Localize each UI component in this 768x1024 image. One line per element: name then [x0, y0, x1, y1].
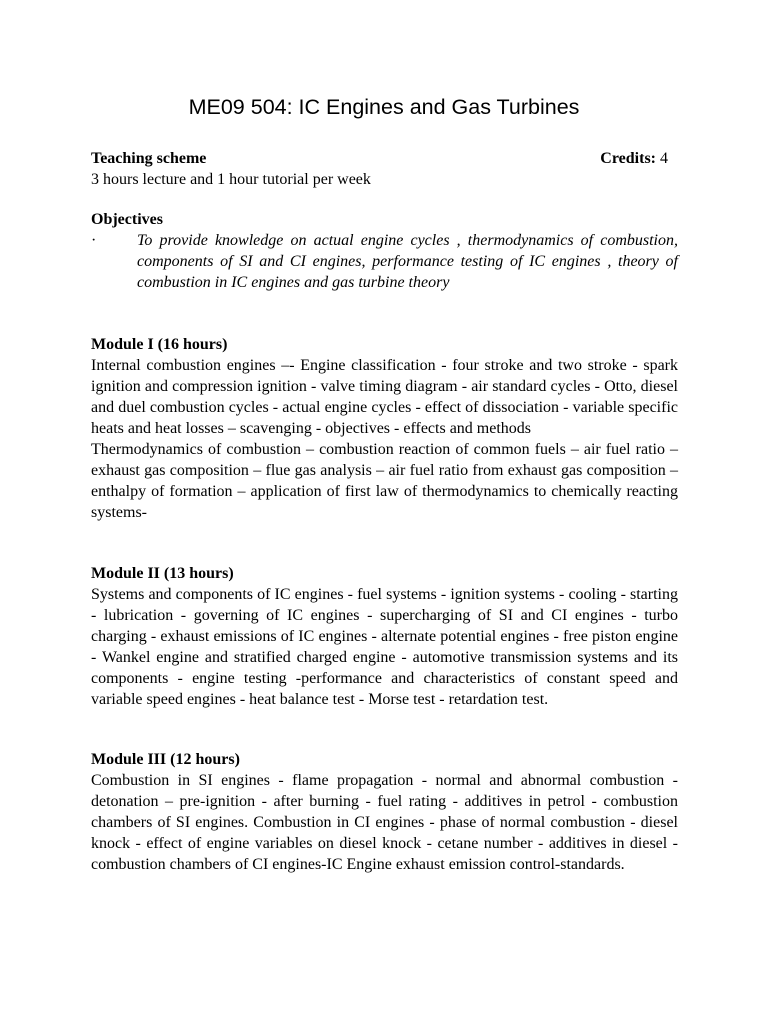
teaching-scheme-label: Teaching scheme: [91, 150, 207, 167]
objectives-text: To provide knowledge on actual engine cycles , thermodynamics of combustion, components of SI and CI engines, performance testing of IC engines , theory of combustion in IC engines and gas turbine theory: [137, 232, 678, 291]
module-1: [91, 334, 678, 523]
module-2: [91, 563, 678, 710]
module-paragraph: Combustion in SI engines - flame propagation - normal and abnormal combustion - detonation – pre-ignition - after burning - fuel rating - additives in petrol - combustion chambers of SI engines. Combustion in CI engines - phase of normal combustion - diesel knock - effect of engine variables on diesel knock - cetane number - additives in diesel - combustion chambers of CI engines-IC Engine exhaust emission control-standards.: [91, 772, 678, 873]
module-paragraph: Systems and components of IC engines - fuel systems - ignition systems - cooling - starting - lubrication - governing of IC engines - supercharging of SI and CI engines - turbo charging - exhaust emissions of IC engines - alternate potential engines - free piston engine - Wankel engine and stratified charged engine - automotive transmission systems and its components - engine testing -performance and characteristics of constant speed and variable speed engines - heat balance test - Morse test - retardation test.: [91, 586, 678, 708]
objectives-heading: Objectives: [91, 211, 163, 228]
teaching-scheme-row: [91, 148, 678, 169]
module-3: [91, 749, 678, 875]
module-paragraph: Internal combustion engines –- Engine classification - four stroke and two stroke - spark ignition and compression ignition - valve timing diagram - air standard cycles - Otto, diesel and duel combustion cycles - actual engine cycles - effect of dissociation - variable specific heats and heat losses – scavenging - objectives - effects and methods: [91, 357, 678, 437]
credits-value: 4: [660, 150, 668, 167]
page-title: ME09 504: IC Engines and Gas Turbines: [188, 95, 580, 119]
module-heading: Module II (13 hours): [91, 565, 234, 582]
credits-label: Credits:: [600, 150, 656, 167]
module-heading: Module III (12 hours): [91, 751, 240, 768]
module-paragraph: Thermodynamics of combustion – combustion reaction of common fuels – air fuel ratio – exhaust gas composition – flue gas analysis – air fuel ratio from exhaust gas composition – enthalpy of formation – application of first law of thermodynamics to chemically reacting systems-: [91, 441, 678, 521]
bullet-marker: ·: [91, 232, 97, 249]
teaching-scheme-text: 3 hours lecture and 1 hour tutorial per week: [91, 171, 371, 188]
module-heading: Module I (16 hours): [91, 336, 228, 353]
credits: [600, 148, 668, 169]
